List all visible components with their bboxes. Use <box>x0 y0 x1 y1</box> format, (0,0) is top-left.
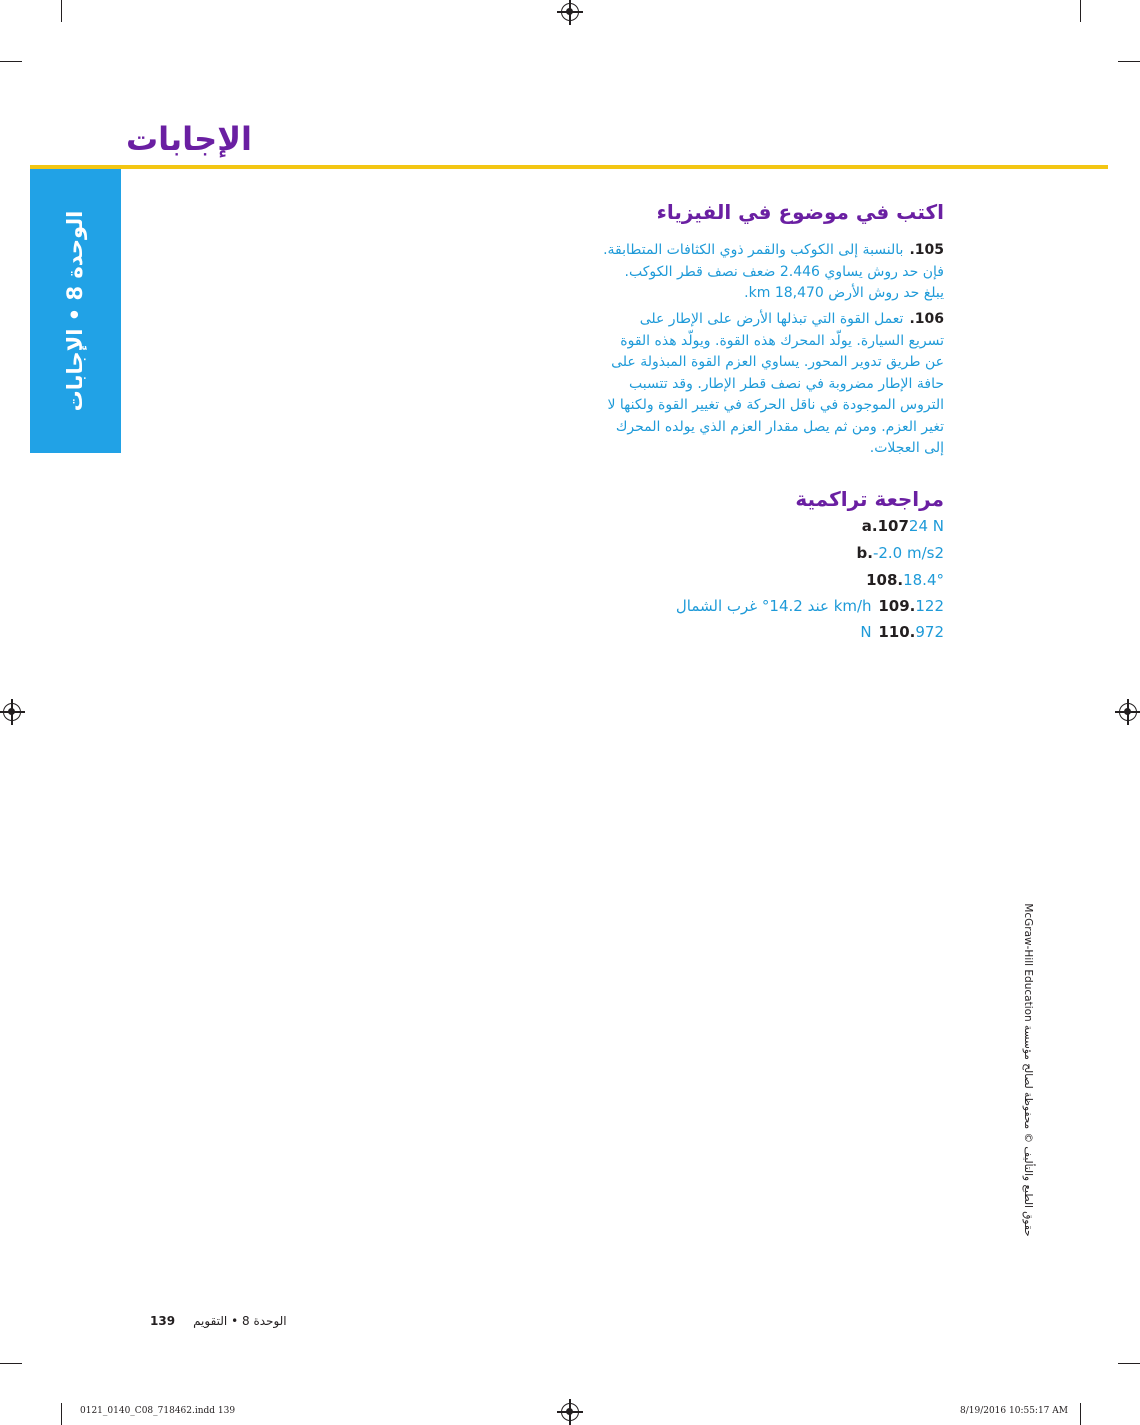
page-footer <box>150 1314 287 1328</box>
crop-mark <box>0 1363 22 1364</box>
answer-number: b. <box>856 544 873 562</box>
item-number: 106. <box>909 311 944 327</box>
copyright-notice: حقوق الطبع والتأليف © محفوظة لصالح مؤسسة McGraw-Hill Education <box>1022 903 1034 1237</box>
crop-mark <box>61 0 62 22</box>
review-answer <box>864 570 944 590</box>
registration-mark-icon <box>561 3 579 21</box>
item-line: التروس الموجودة في ناقل الحركة في تغيير القوة ولكنها لا <box>607 397 944 413</box>
review-answer <box>676 596 944 616</box>
answer-number: 109. <box>878 597 916 615</box>
section-heading-review: مراجعة تراكمية <box>795 487 944 511</box>
print-slug-file: 0121_0140_C08_718462.indd 139 <box>80 1406 236 1416</box>
item-line: يبلغ حد روش الأرض 18,470 km. <box>744 285 944 301</box>
registration-mark-icon <box>3 703 21 721</box>
answer-number: a.107 <box>861 517 909 535</box>
item-line: تسريع السيارة. يولّد المحرك هذه القوة. ويولّد هذه القوة <box>620 332 944 349</box>
footer-unit-label: الوحدة 8 • التقويم <box>193 1314 287 1328</box>
answer-number: 110. <box>878 623 916 641</box>
crop-mark <box>1118 1363 1140 1364</box>
item-line: تعمل القوة التي تبذلها الأرض على الإطار على <box>639 311 904 327</box>
answer-value: 24 N <box>908 517 944 535</box>
side-tab-label: الوحدة 8 • الإجابات <box>63 210 87 412</box>
review-answer <box>855 543 945 563</box>
answer-item-105 <box>544 240 944 305</box>
item-number: 105. <box>909 242 944 258</box>
item-line: حافة الإطار مضروبة في نصف قطر الإطار. وقد تتسبب <box>629 375 944 392</box>
answer-item-106 <box>544 309 944 460</box>
crop-mark <box>0 61 22 62</box>
answer-value: 18.4° <box>903 571 944 589</box>
answer-value: 122 km/h عند 14.2° غرب الشمال <box>675 597 944 615</box>
answer-value: 972 N <box>860 623 944 641</box>
section-heading-writing: اكتب في موضوع في الفيزياء <box>656 200 944 224</box>
page-number: 139 <box>150 1314 176 1328</box>
crop-mark <box>61 1403 62 1425</box>
crop-mark <box>1118 61 1140 62</box>
crop-mark <box>1080 0 1081 22</box>
review-answer <box>860 516 944 536</box>
answer-value: -2.0 m/s2 <box>872 544 944 562</box>
unit-side-tab <box>30 169 121 453</box>
crop-mark <box>1080 1403 1081 1425</box>
item-line: عن طريق تدوير المحور. يساوي العزم القوة المبذولة على <box>611 354 944 370</box>
item-line: فإن حد روش يساوي 2.446 ضعف نصف قطر الكوكب. <box>624 263 944 280</box>
title-rule <box>30 165 1108 169</box>
item-line: بالنسبة إلى الكوكب والقمر ذوي الكثافات المتطابقة. <box>603 242 904 258</box>
item-line: تغير العزم. ومن ثم يصل مقدار العزم الذي يولده المحرك <box>615 418 944 435</box>
print-slug-timestamp: 8/19/2016 10:55:17 AM <box>959 1406 1068 1416</box>
answer-number: 108. <box>866 571 904 589</box>
page-title: الإجابات <box>125 120 252 158</box>
registration-mark-icon <box>1119 703 1137 721</box>
registration-mark-icon <box>561 1403 579 1421</box>
review-answer <box>860 622 944 642</box>
item-line: إلى العجلات. <box>869 440 944 456</box>
